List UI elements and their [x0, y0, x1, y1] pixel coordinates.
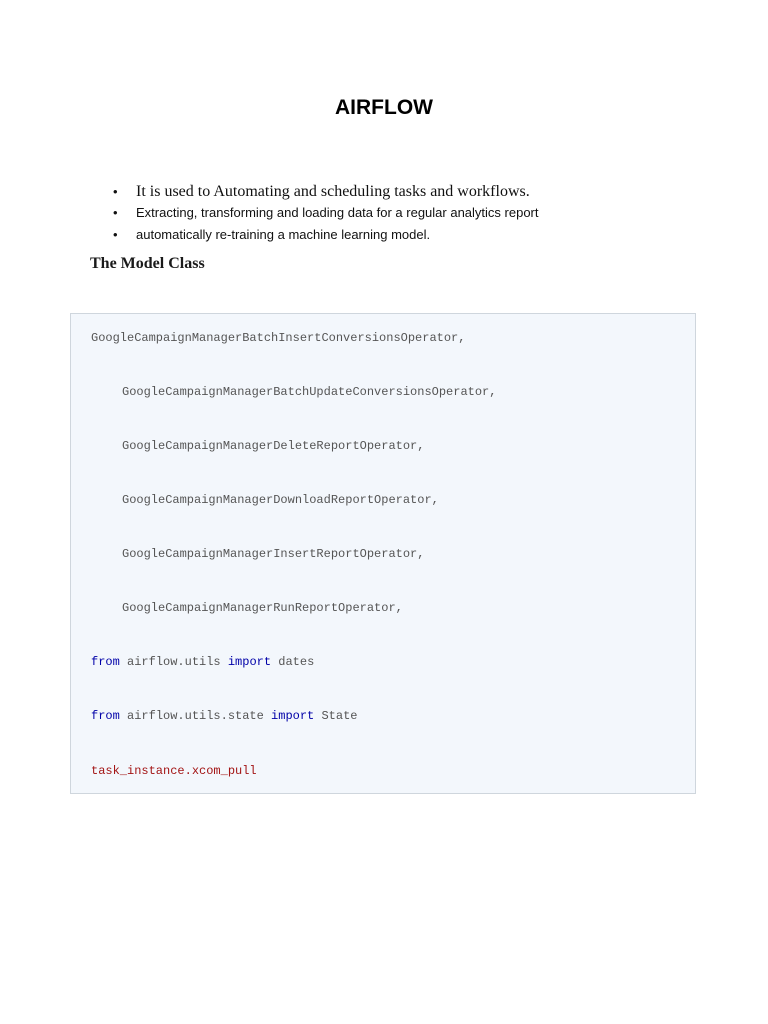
code-line: GoogleCampaignManagerBatchInsertConversionsOperator, — [91, 331, 466, 345]
code-keyword: from — [91, 709, 120, 723]
code-line-xcom-pull — [91, 763, 257, 779]
page-title: AIRFLOW — [335, 96, 433, 119]
section-heading: The Model Class — [90, 255, 205, 272]
code-imported-name: State — [314, 709, 358, 723]
code-line: GoogleCampaignManagerBatchUpdateConversionsOperator, — [122, 385, 497, 399]
list-item — [113, 224, 539, 245]
code-keyword: from — [91, 655, 120, 669]
code-line-import-state — [91, 708, 357, 724]
code-keyword: import — [271, 709, 315, 723]
list-item-text: It is used to Automating and scheduling tasks and workflows. — [136, 183, 530, 200]
bullet-list — [113, 181, 539, 245]
code-call: task_instance.xcom_pull — [91, 764, 257, 778]
code-module: airflow.utils — [119, 655, 228, 669]
code-line: GoogleCampaignManagerDeleteReportOperator, — [122, 439, 425, 453]
code-line: GoogleCampaignManagerRunReportOperator, — [122, 601, 403, 615]
code-keyword: import — [227, 655, 272, 669]
list-item — [113, 181, 539, 202]
code-line-import-dates — [91, 654, 314, 670]
list-item-text: Extracting, transforming and loading data for a regular analytics report — [136, 205, 539, 220]
list-item — [113, 202, 539, 223]
code-line: GoogleCampaignManagerDownloadReportOperator, — [122, 493, 439, 507]
bullet-marker: • — [113, 205, 118, 220]
code-block — [70, 313, 696, 794]
code-imported-name: dates — [271, 655, 315, 669]
list-item-text: automatically re-training a machine learning model. — [136, 227, 431, 242]
bullet-marker: • — [113, 227, 118, 242]
code-module: airflow.utils.state — [119, 709, 272, 723]
code-line: GoogleCampaignManagerInsertReportOperator, — [122, 547, 425, 561]
bullet-marker: • — [113, 184, 118, 199]
